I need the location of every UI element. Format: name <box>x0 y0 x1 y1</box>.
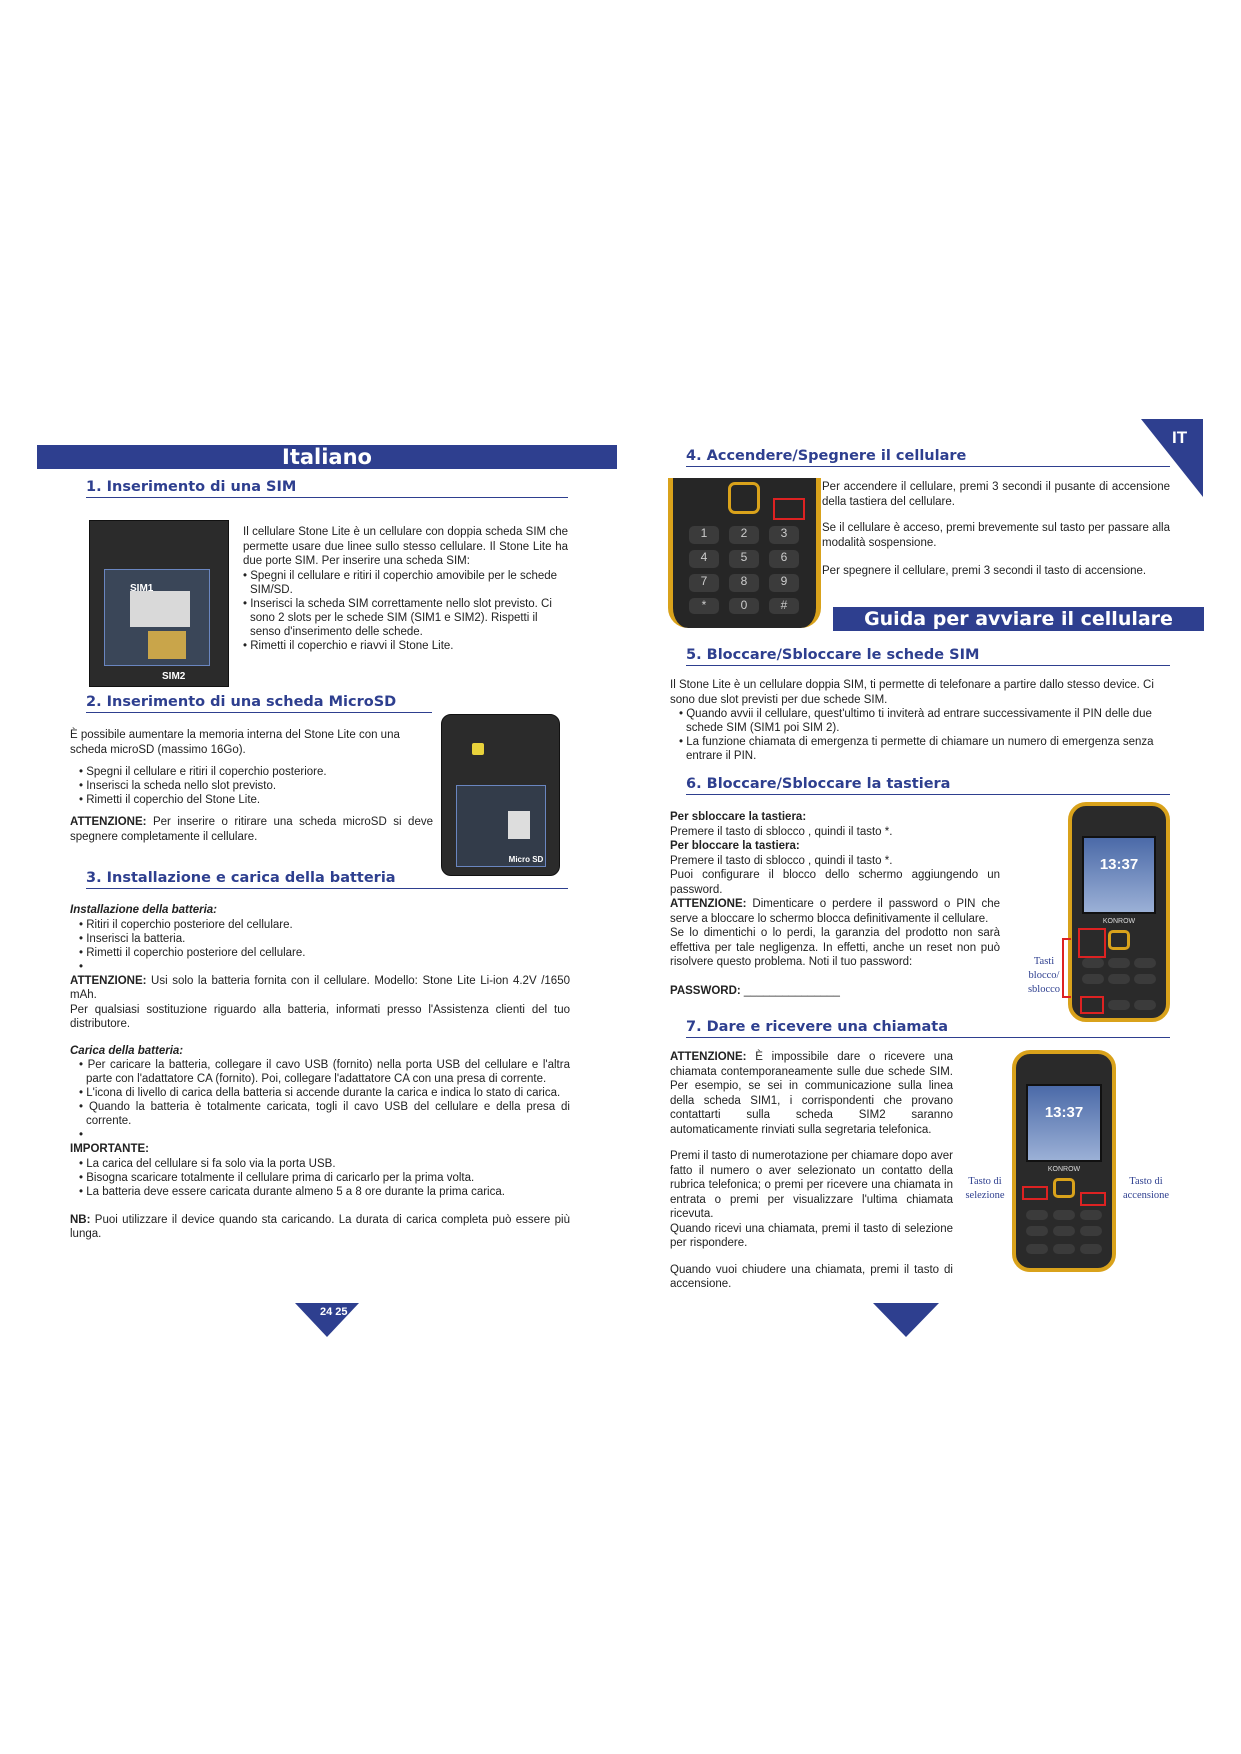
list-item: • L'icona di livello di carica della batteria si accende durante la carica e indica lo stato di carica. <box>86 1086 570 1100</box>
section-7-title: 7. Dare e ricevere una chiamata <box>686 1019 1170 1038</box>
page-numbers: 24 25 <box>320 1306 348 1318</box>
page-marker-right <box>873 1303 939 1337</box>
microsd-slot-image <box>441 714 560 876</box>
s6-forget: Se lo dimentichi o lo perdi, la garanzia del prodotto non sarà effettiva per tale negligenza. In effetti, anche un reset non può risolvere questo problema. Noti il tuo password: <box>670 927 1000 968</box>
caption-select-key: Tasto di selezione <box>965 1176 1005 1201</box>
list-item: • Quando la batteria è totalmente caricata, togli il cavo USB del cellulare e della presa di corrente. <box>86 1100 570 1128</box>
list-item: • Inserisci la scheda SIM correttamente nello slot previsto. Ci sono 2 slots per le schede SIM (SIM1 e SIM2). Rispetti il senso d'inserimento delle schede. <box>250 597 568 639</box>
caption-power-key: Tasto di accensione <box>1122 1176 1170 1201</box>
phone-time: 13:37 <box>1044 1104 1084 1121</box>
phone-image-lock <box>1068 802 1170 1022</box>
list-item: • La carica del cellulare si fa solo via la porta USB. <box>86 1157 570 1171</box>
list-item: • Spegni il cellulare e ritiri il coperchio posteriore. <box>86 765 433 779</box>
list-item: • Spegni il cellulare e ritiri il coperchio amovibile per le schede SIM/SD. <box>250 569 568 597</box>
list-item <box>86 960 570 974</box>
keypad-image: 1 2 3 4 5 6 7 8 9 * 0 # <box>668 478 821 628</box>
s3-sub1: Installazione della batteria: <box>70 904 217 916</box>
phone-brand: KONROW <box>1047 1166 1081 1173</box>
s6-config: Puoi configurare il blocco dello schermo aggiungendo un password. <box>670 869 1000 896</box>
list-item: • Ritiri il coperchio posteriore del cellulare. <box>86 918 570 932</box>
list-item: • Rimetti il coperchio e riavvi il Stone Lite. <box>250 639 568 653</box>
phone-image-call <box>1012 1050 1116 1272</box>
corner-tag-it: IT <box>1172 428 1188 447</box>
s4-p1: Per accendere il cellulare, premi 3 secondi il pusante di accensione della tastiera del cellulare. <box>822 481 1170 508</box>
s4-p2: Se il cellulare è acceso, premi brevemente sul tasto per passare alla modalità sospensione. <box>822 522 1170 549</box>
s3-warning: ATTENZIONE: Usi solo la batteria fornita con il cellulare. Modello: Stone Lite Li-ion 4.2V /1650 mAh. <box>70 974 570 1001</box>
s2-intro: È possibile aumentare la memoria interna del Stone Lite con una scheda microSD (massimo 16Go). <box>70 729 400 756</box>
phone-brand: KONROW <box>1102 918 1136 925</box>
s3-important: IMPORTANTE: <box>70 1143 150 1155</box>
banner-italiano: Italiano <box>37 445 617 469</box>
sim2-label: SIM2 <box>162 671 186 682</box>
banner-guida: Guida per avviare il cellulare <box>833 607 1204 631</box>
s6-unlock-text: Premere il tasto di sblocco , quindi il tasto *. <box>670 825 893 838</box>
list-item: • La batteria deve essere caricata durante almeno 5 a 8 ore durante la prima carica. <box>86 1185 570 1199</box>
list-item: • Rimetti il coperchio posteriore del cellulare. <box>86 946 570 960</box>
phone-time: 13:37 <box>1099 856 1139 873</box>
list-item: • La funzione chiamata di emergenza ti permette di chiamare un numero di emergenza senza entrare il PIN. <box>686 735 1170 763</box>
section-3-title: 3. Installazione e carica della batteria <box>86 870 568 889</box>
list-item: • Per caricare la batteria, collegare il cavo USB (fornito) nella porta USB del cellulare e l'altra parte con l'adattatore CA (fornito). Poi, collegare l'adattatore CA con una presa di corrente. <box>86 1058 570 1086</box>
s7-p3: Quando vuoi chiudere una chiamata, premi il tasto di accensione. <box>670 1263 953 1290</box>
section-6-title: 6. Bloccare/Sbloccare la tastiera <box>686 776 1170 795</box>
list-item: • Inserisci la scheda nello slot previsto. <box>86 779 433 793</box>
sim1-label: SIM1 <box>130 583 154 594</box>
section-4-title: 4. Accendere/Spegnere il cellulare <box>686 448 1170 467</box>
s6-unlock-label: Per sbloccare la tastiera: <box>670 811 807 823</box>
section-5-title: 5. Bloccare/Sbloccare le schede SIM <box>686 647 1170 666</box>
list-item: • Rimetti il coperchio del Stone Lite. <box>86 793 433 807</box>
section-2-title: 2. Inserimento di una scheda MicroSD <box>86 694 432 713</box>
s5-intro: Il Stone Lite è un cellulare doppia SIM, ti permette di telefonare a partire dallo stesso device. Ci sono due slot previsti per due schede SIM. <box>670 679 1154 706</box>
s1-intro: Il cellulare Stone Lite è un cellulare con doppia scheda SIM che permette usare due linee sullo stesso cellulare. Il Stone Lite ha due porte SIM. Per inserire una scheda SIM: <box>243 526 568 567</box>
s7-p1: Premi il tasto di numerotazione per chiamare dopo aver fatto il numero o aver selezionato un contatto della rubrica telefonica; o premi per ricevere una chiamata in entrata o premi per visualizzare l'ultima chiamata ricevuta. <box>670 1150 953 1220</box>
s7-p2: Quando ricevi una chiamata, premi il tasto di selezione per rispondere. <box>670 1222 953 1249</box>
s7-warning: ATTENZIONE: È impossibile dare o ricevere una chiamata contemporaneamente sulle due schede SIM. Per esempio, se sei in communicazione sulla linea della scheda SIM1, i corrispondenti che provano contattarti sulla scheda SIM2 saranno automaticamente rinviati sulla segretaria telefonica. <box>670 1051 953 1136</box>
list-item <box>86 1128 570 1142</box>
list-item: • Quando avvii il cellulare, quest'ultimo ti inviterà ad entrare successivamente il PIN delle due schede SIM (SIM1 poi SIM 2). <box>686 707 1170 735</box>
s6-lock-text: Premere il tasto di sblocco , quindi il tasto *. <box>670 854 893 867</box>
s3-service: Per qualsiasi sostituzione riguardo alla batteria, informati presso l'Assistenza clienti del tuo distributore. <box>70 1003 570 1030</box>
sim-slot-image <box>89 520 229 687</box>
s3-nb: NB: Puoi utilizzare il device quando sta caricando. La durata di carica completa può essere più lunga. <box>70 1213 570 1240</box>
s3-sub2: Carica della batteria: <box>70 1044 184 1057</box>
s6-warning: ATTENZIONE: Dimenticare o perdere il password o PIN che serve a bloccare lo schermo blocca definitivamente il cellulare. <box>670 898 1000 925</box>
s4-p3: Per spegnere il cellulare, premi 3 secondi il tasto di accensione. <box>822 565 1147 577</box>
list-item: • Inserisci la batteria. <box>86 932 570 946</box>
s2-warning: ATTENZIONE: Per inserire o ritirare una scheda microSD si deve spegnere completamente il cellulare. <box>70 816 433 843</box>
section-1-title: 1. Inserimento di una SIM <box>86 479 568 498</box>
caption-lock-keys: Tasti blocco/ sblocco <box>1027 956 1061 995</box>
microsd-label: Micro SD <box>508 855 544 864</box>
s6-password: PASSWORD: _______________ <box>670 984 840 997</box>
list-item: • Bisogna scaricare totalmente il cellulare prima di caricarlo per la prima volta. <box>86 1171 570 1185</box>
s6-lock-label: Per bloccare la tastiera: <box>670 840 800 852</box>
